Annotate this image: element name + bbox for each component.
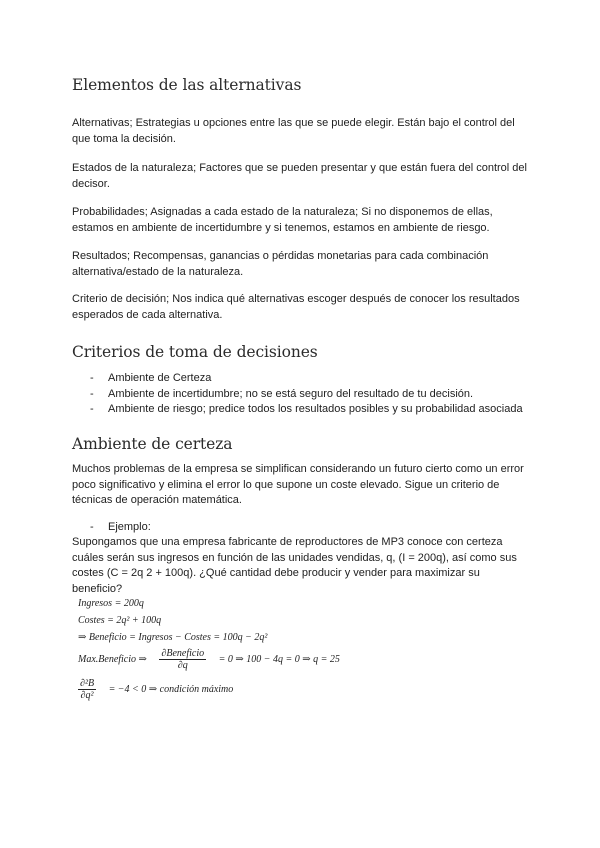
heading-elementos: Elementos de las alternativas <box>72 76 302 94</box>
ejemplo-list <box>72 520 151 536</box>
list-item: - Ambiente de Certeza <box>90 372 212 384</box>
heading-certeza: Ambiente de certeza <box>72 435 233 453</box>
heading-criterios: Criterios de toma de decisiones <box>72 343 318 361</box>
paragraph-ejemplo: Supongamos que una empresa fabricante de reproductores de MP3 conoce con certeza cuáles serán sus ingresos en función de las unidades vendidas, q, (I = 200q), así como sus costes (C = 2q 2 + 100q). ¿Qué cantidad debe producir y vender para maximizar su beneficio? <box>72 536 517 595</box>
math-line-max-beneficio: Max.Beneficio ⇒ $\frac{\text{∂Beneficio}}{\partial q}$ = 0 ⇒ 100 − 4q = 0 ⇒ q = 25 <box>78 648 340 671</box>
paragraph-probabilidades: Probabilidades; Asignadas a cada estado de la naturaleza; Si no disponemos de ellas, estamos en ambiente de incertidumbre y si tenemos, estamos en ambiente de riesgo. <box>72 206 493 234</box>
paragraph-alternativas: Alternativas; Estrategias u opciones entre las que se puede elegir. Están bajo el control del que toma la decisión. <box>72 117 515 145</box>
math-line-costes: Costes = 2q² + 100q <box>78 615 162 626</box>
math-line-beneficio: ⇒ Beneficio = Ingresos − Costes = 100q − 2q² <box>78 632 268 643</box>
list-item: - Ambiente de riesgo; predice todos los resultados posibles y su probabilidad asociada <box>90 403 523 415</box>
paragraph-certeza: Muchos problemas de la empresa se simplifican considerando un futuro cierto como un error poco significativo y elimina el error lo que supone un coste elevado. Sigue un criterio de técnicas de operación matemática. <box>72 463 524 506</box>
list-item: - Ejemplo: <box>90 521 151 533</box>
second-derivative-fraction: $\frac{\text{∂²B}}{\text{∂q²}}$ <box>80 678 95 701</box>
paragraph-estados: Estados de la naturaleza; Factores que se pueden presentar y que están fuera del control del decisor. <box>72 162 527 190</box>
math-line-ingresos: Ingresos = 200q <box>78 598 144 609</box>
list-item: - Ambiente de incertidumbre; no se está seguro del resultado de tu decisión. <box>90 387 474 400</box>
paragraph-criterio: Criterio de decisión; Nos indica qué alternativas escoger después de conocer los resultados esperados de cada alternativa. <box>72 293 520 321</box>
criterios-list <box>72 371 523 418</box>
math-line-second-derivative: $\frac{\text{∂²B}}{\text{∂q²}}$ = −4 < 0 ⇒ condición máximo <box>80 678 234 701</box>
derivative-fraction: $\frac{\text{∂Beneficio}}{\partial q}$ <box>161 648 205 671</box>
paragraph-resultados: Resultados; Recompensas, ganancias o pérdidas monetarias para cada combinación alternativa/estado de la naturaleza. <box>72 250 489 278</box>
